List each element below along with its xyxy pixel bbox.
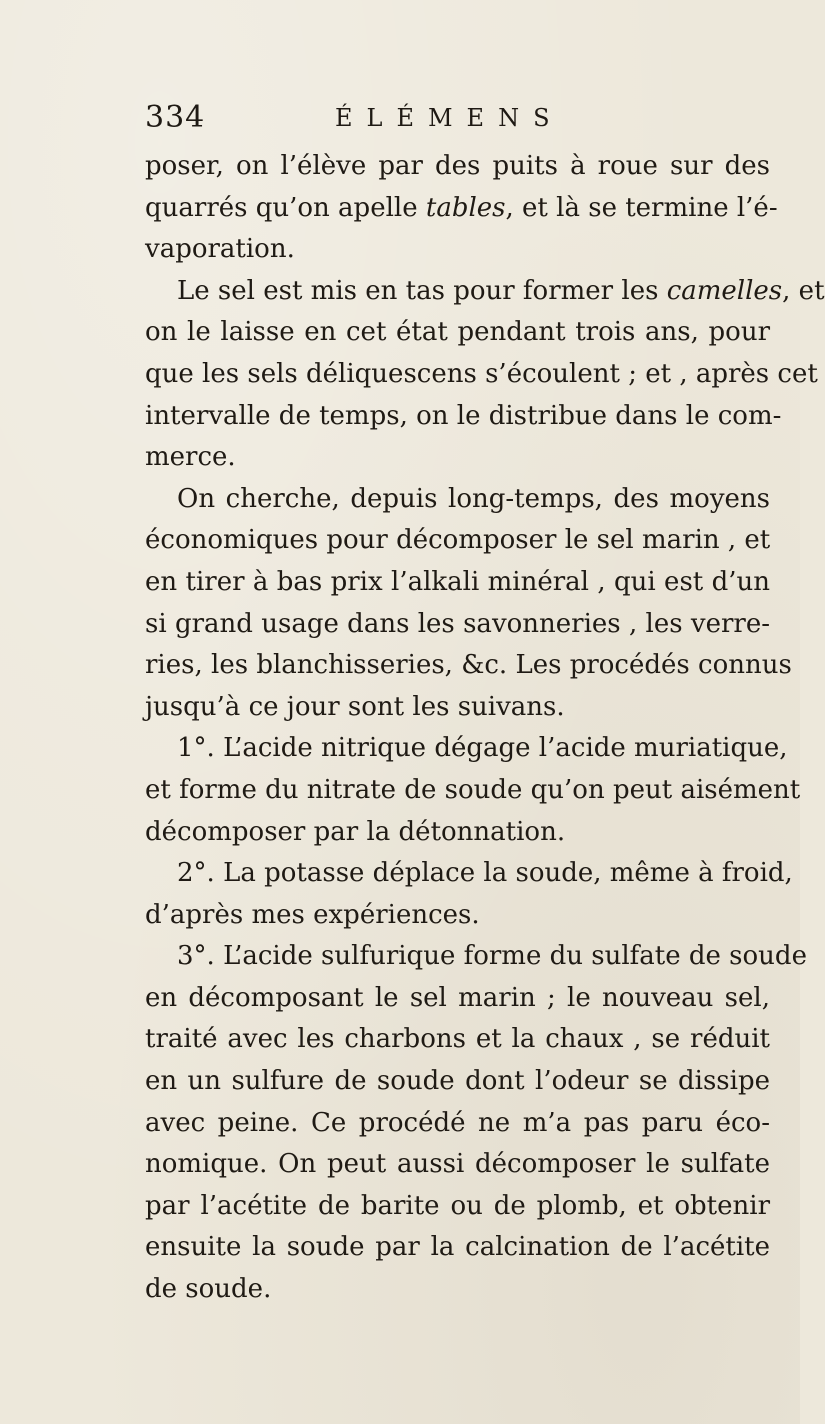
- text-line: si grand usage dans les savonneries , les verre-: [145, 608, 770, 639]
- text-line: que les sels déliquescens s’écoulent ; et , après cet: [145, 358, 818, 389]
- text-line: en un sulfure de soude dont l’odeur se dissipe: [145, 1066, 770, 1097]
- text-line: avec peine. Ce procédé ne m’a pas paru éco-: [145, 1107, 770, 1138]
- text-line: ensuite la soude par la calcination de l’acétite: [145, 1232, 770, 1263]
- text-line: et forme du nitrate de soude qu’on peut aisément: [145, 774, 801, 805]
- running-head: ÉLÉMENS: [335, 104, 564, 132]
- text-line: en décomposant le sel marin ; le nouveau sel,: [145, 982, 770, 1013]
- text-line: jusqu’à ce jour sont les suivans.: [145, 691, 565, 722]
- text-line: merce.: [145, 442, 236, 473]
- text-line: poser, on l’élève par des puits à roue sur des: [145, 151, 770, 181]
- text-line: 3°. L’acide sulfurique forme du sulfate de soude: [177, 941, 807, 972]
- text-line: de soude.: [145, 1274, 272, 1305]
- italic-term: camelles: [666, 275, 783, 306]
- page-header: [145, 100, 665, 140]
- text-line: quarrés qu’on apelle tables, et là se termine l’é-: [145, 192, 778, 223]
- text-line: économiques pour décomposer le sel marin , et: [145, 525, 771, 556]
- text-line: On cherche, depuis long-temps, des moyens: [177, 483, 770, 514]
- text-line: 1°. L’acide nitrique dégage l’acide muriatique,: [177, 733, 788, 764]
- page-number: 334: [145, 100, 206, 135]
- text-line: intervalle de temps, on le distribue dans le com-: [145, 400, 782, 431]
- text-line: décomposer par la détonnation.: [145, 816, 566, 847]
- italic-term: tables: [425, 192, 506, 223]
- text-line: nomique. On peut aussi décomposer le sulfate: [145, 1149, 770, 1180]
- text-line: vaporation.: [145, 234, 295, 265]
- text-line: on le laisse en cet état pendant trois ans, pour: [145, 317, 770, 348]
- text-line: traité avec les charbons et la chaux , se réduit: [145, 1024, 770, 1055]
- text-line: d’après mes expériences.: [145, 899, 480, 930]
- text-line: ries, les blanchisseries, &c. Les procédés connus: [145, 650, 792, 681]
- text-line: 2°. La potasse déplace la soude, même à froid,: [177, 858, 793, 889]
- text-line: par l’acétite de barite ou de plomb, et obtenir: [145, 1190, 770, 1221]
- body-text: [145, 146, 825, 1311]
- text-line: en tirer à bas prix l’alkali minéral , qui est d’un: [145, 566, 770, 597]
- text-line: Le sel est mis en tas pour former les camelles, et: [177, 275, 825, 306]
